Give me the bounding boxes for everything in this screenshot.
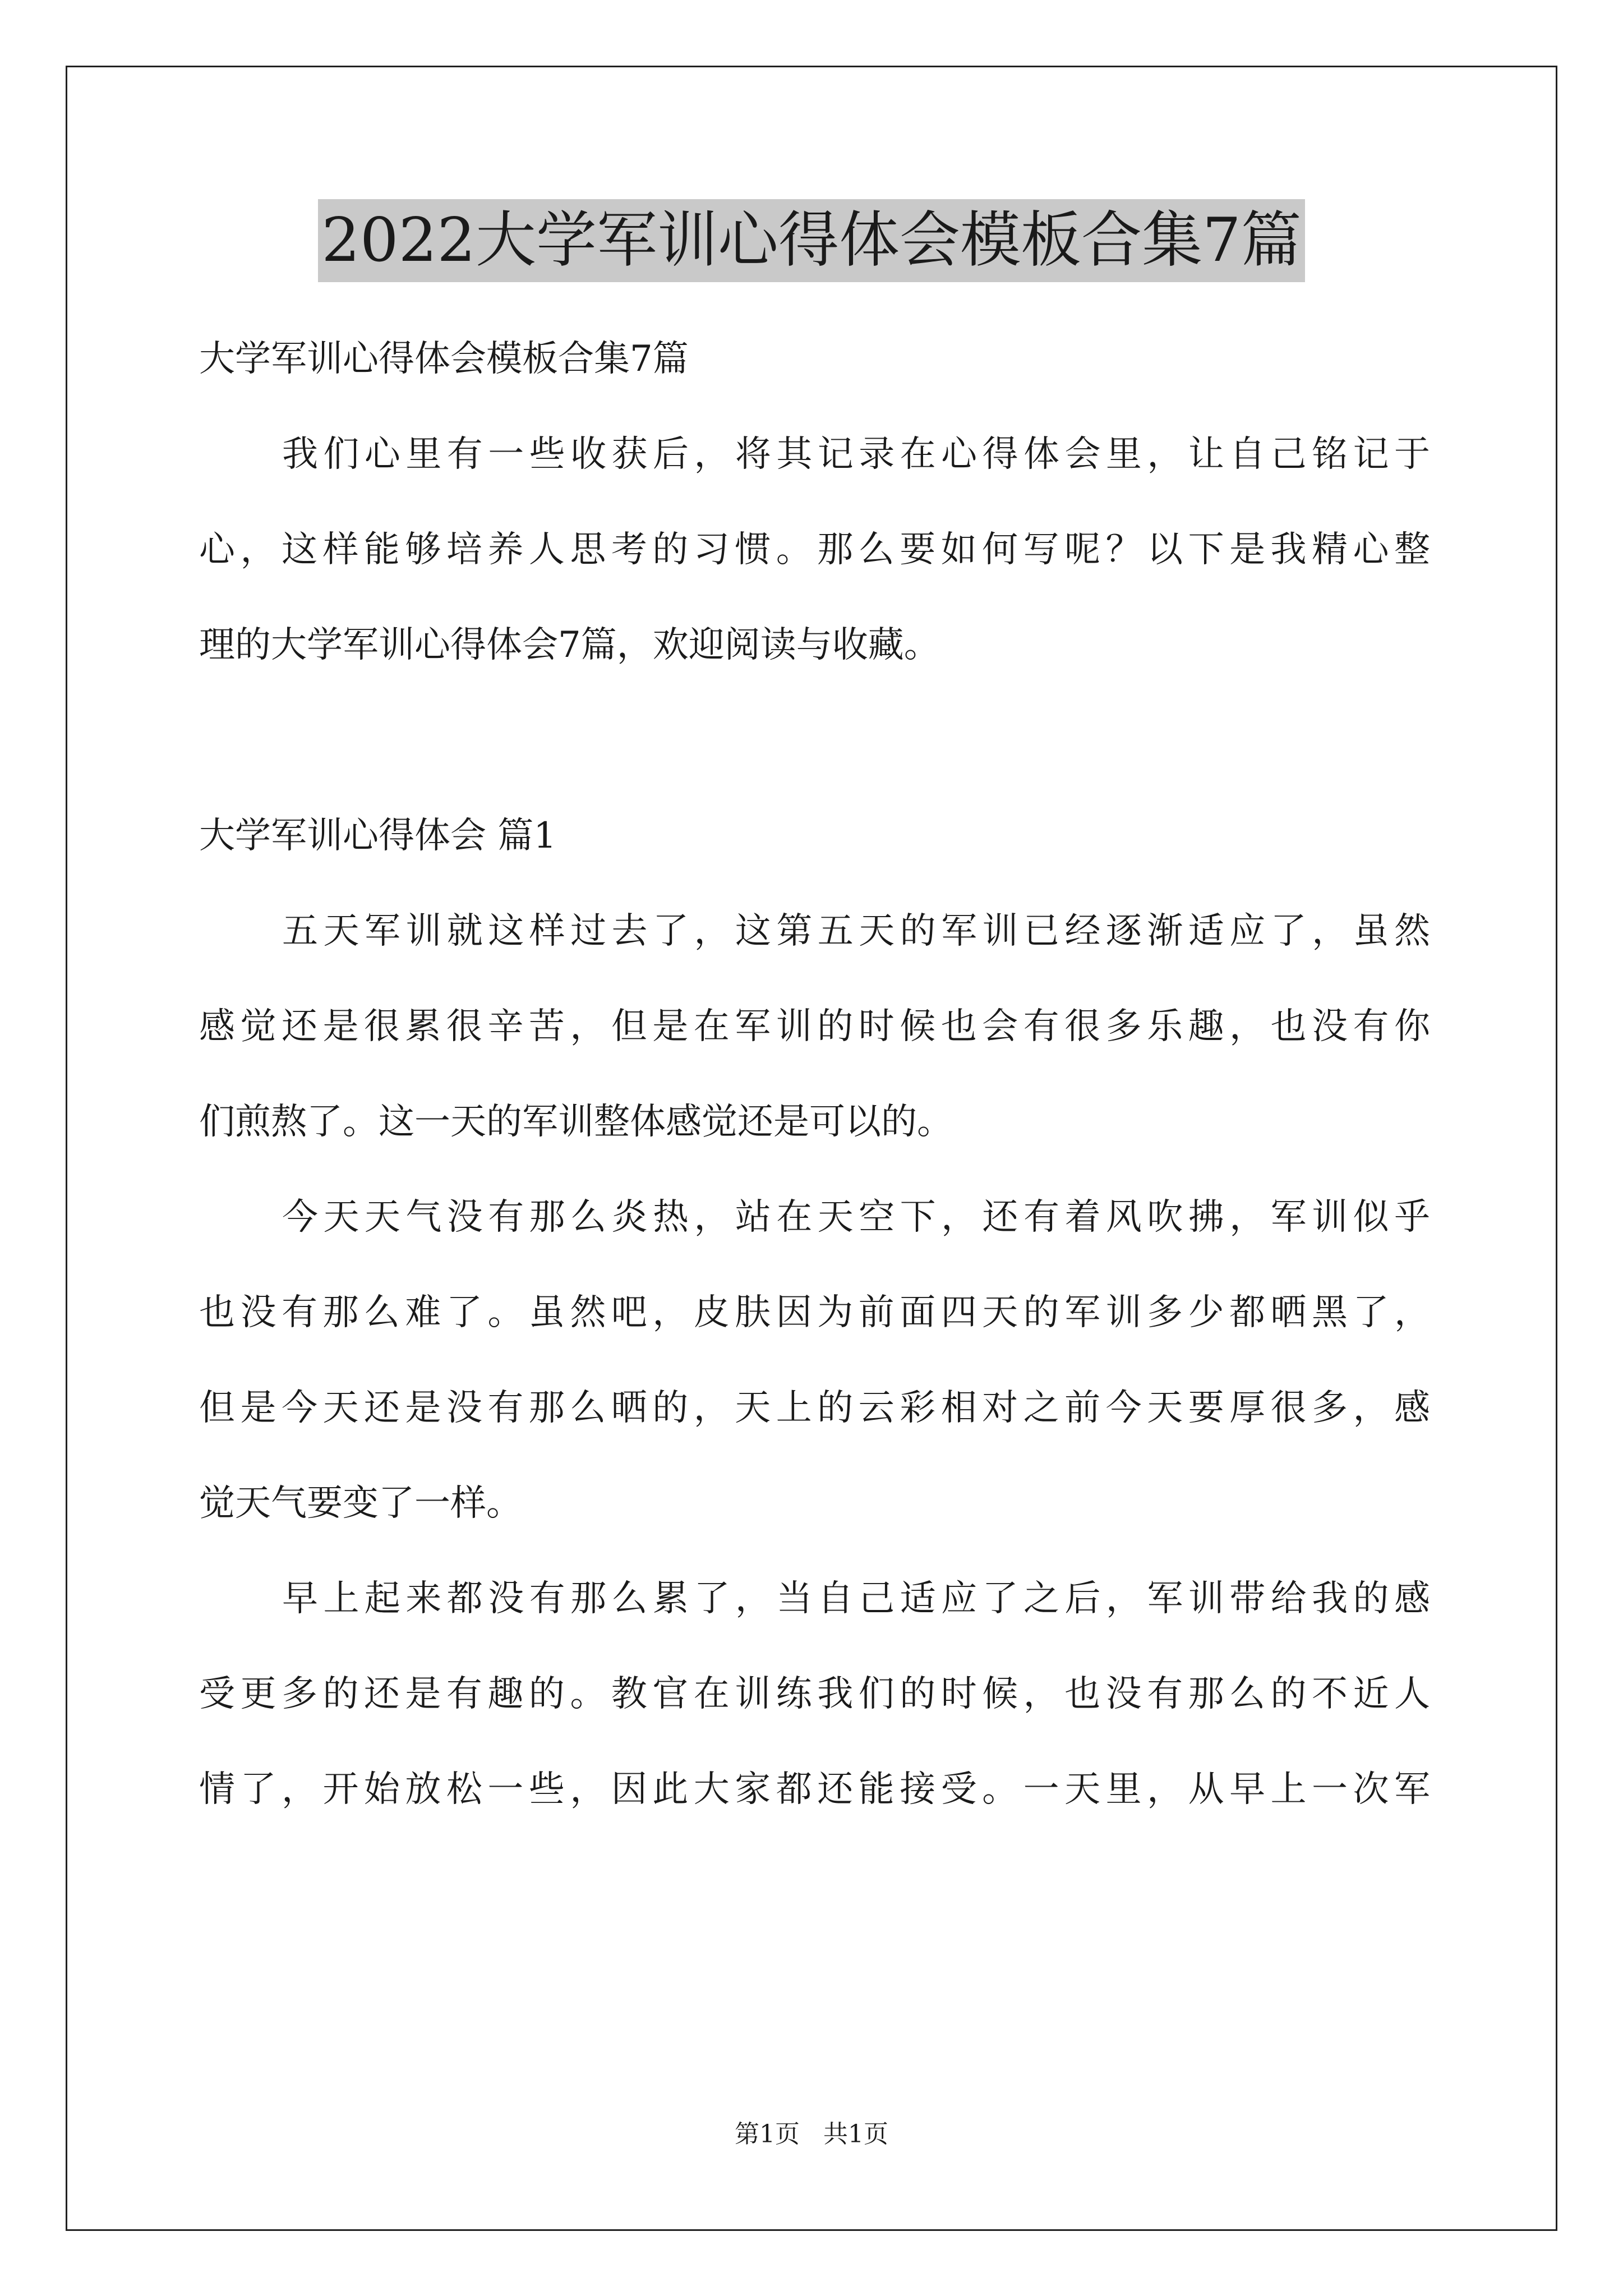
document-body: [199, 311, 1430, 1837]
paragraph-line: 们煎熬了。这一天的军训整体感觉还是可以的。: [199, 1101, 953, 1143]
intro-paragraph: [199, 407, 1430, 693]
paragraph-line: 但是今天还是没有那么晒的，天上的云彩相对之前今天要厚很多，感: [199, 1387, 1430, 1429]
paragraph-1: [199, 884, 1430, 1170]
paragraph-3: [199, 1551, 1430, 1837]
paragraph-line: 早上起来都没有那么累了，当自己适应了之后，军训带给我的感: [282, 1578, 1430, 1619]
paragraph-line: 感觉还是很累很辛苦，但是在军训的时候也会有很多乐趣，也没有你: [199, 1006, 1430, 1047]
paragraph-line: 觉天气要变了一样。: [199, 1483, 522, 1524]
paragraph-line: 五天军训就这样过去了，这第五天的军训已经逐渐适应了，虽然: [282, 910, 1430, 952]
paragraph-line: 情了，开始放松一些，因此大家都还能接受。一天里，从早上一次军: [199, 1769, 1430, 1810]
paragraph-line: 心，这样能够培养人思考的习惯。那么要如何写呢？以下是我精心整: [199, 529, 1430, 570]
paragraph-line: 受更多的还是有趣的。教官在训练我们的时候，也没有那么的不近人: [199, 1673, 1430, 1715]
title-block: [0, 199, 1623, 282]
paragraph-line: 我们心里有一些收获后，将其记录在心得体会里，让自己铭记于: [282, 434, 1430, 475]
section-heading: 大学军训心得体会 篇1: [199, 815, 557, 857]
page-footer: 第1页 共1页: [735, 2120, 888, 2148]
blank-line: [199, 693, 1430, 788]
document-title: 2022大学军训心得体会模板合集7篇: [318, 199, 1305, 282]
paragraph-line: 今天天气没有那么炎热，站在天空下，还有着风吹拂，军训似乎: [282, 1197, 1430, 1238]
paragraph-line: 理的大学军训心得体会7篇，欢迎阅读与收藏。: [199, 624, 940, 666]
document-subtitle: 大学军训心得体会模板合集7篇: [199, 338, 689, 380]
paragraph-line: 也没有那么难了。虽然吧，皮肤因为前面四天的军训多少都晒黑了，: [199, 1292, 1430, 1333]
paragraph-2: [199, 1170, 1430, 1551]
